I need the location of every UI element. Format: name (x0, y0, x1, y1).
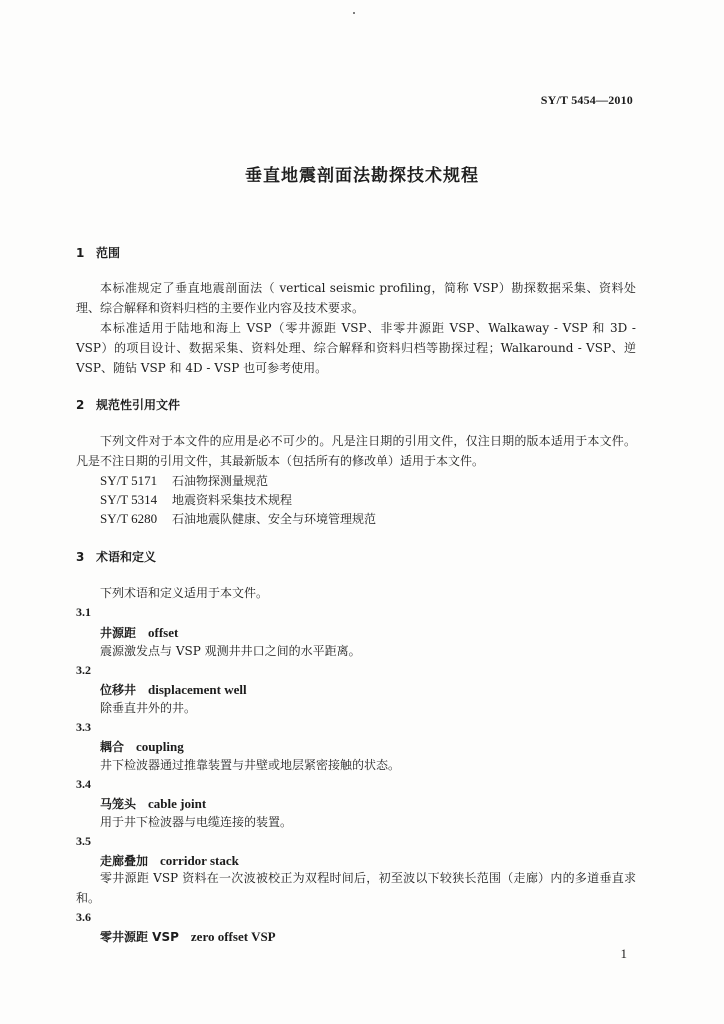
term-definition: 除垂直井外的井。 (100, 701, 197, 715)
reference-item (100, 472, 268, 490)
section-title: 范围 (96, 246, 121, 260)
section-1-paragraph-2: 本标准适用于陆地和海上 VSP（零井源距 VSP、非零井源距 VSP、Walkaway - VSP 和 3D - VSP）的项目设计、数据采集、资料处理、综合解释和资料归档等勘探过程；Walkaround - VSP、逆 VSP、随钻 VSP 和 4D - VSP 也可参考使用。 (76, 321, 636, 375)
term-name-zh: 井源距 (100, 626, 137, 640)
section-number: 2 (76, 398, 85, 412)
section-2-paragraph-1: 下列文件对于本文件的应用是必不可少的。凡是注日期的引用文件，仅注日期的版本适用于本文件。凡是不注日期的引用文件，其最新版本（包括所有的修改单）适用于本文件。 (76, 434, 636, 468)
term-name-en: zero offset VSP (190, 929, 276, 944)
standard-number: SY/T 5454—2010 (540, 93, 633, 107)
section-title: 术语和定义 (96, 550, 157, 564)
term-definition: 用于井下检波器与电缆连接的装置。 (100, 815, 293, 829)
term-number: 3.4 (76, 777, 91, 791)
section-number: 3 (76, 550, 85, 564)
reference-code: SY/T 5171 (100, 473, 158, 488)
term-name-en: coupling (136, 739, 184, 754)
term-name-zh: 耦合 (100, 740, 125, 754)
reference-item (100, 491, 292, 509)
document-title: 垂直地震剖面法勘探技术规程 (245, 166, 479, 186)
reference-name: 石油地震队健康、安全与环境管理规范 (172, 512, 377, 526)
term-name (100, 681, 247, 698)
term-number: 3.2 (76, 663, 91, 677)
term-name (100, 795, 206, 812)
reference-item (100, 510, 376, 528)
term-number: 3.3 (76, 720, 91, 734)
term-definition: 井下检波器通过推靠装置与井壁或地层紧密接触的状态。 (100, 758, 401, 772)
term-name (100, 624, 178, 641)
term-name (100, 852, 239, 869)
term-number: 3.5 (76, 834, 91, 848)
reference-name: 地震资料采集技术规程 (172, 493, 293, 507)
section-3-intro: 下列术语和定义适用于本文件。 (100, 586, 269, 600)
term-definition: 震源激发点与 VSP 观测井井口之间的水平距离。 (100, 644, 361, 658)
term-name-zh: 马笼头 (100, 797, 137, 811)
page-number: 1 (620, 946, 627, 961)
section-title: 规范性引用文件 (96, 398, 181, 412)
section-3-heading (76, 548, 156, 565)
term-name (100, 738, 184, 755)
term-name-en: offset (148, 625, 179, 640)
term-name-en: displacement well (148, 682, 247, 697)
reference-name: 石油物探测量规范 (172, 474, 269, 488)
section-number: 1 (76, 246, 85, 260)
term-name-zh: 零井源距 VSP (100, 930, 179, 944)
scan-speck (353, 12, 355, 14)
section-2-heading (76, 396, 180, 413)
term-definition: 零井源距 VSP 资料在一次波被校正为双程时间后，初至波以下较狭长范围（走廊）内的多道垂直求和。 (76, 871, 636, 905)
term-number: 3.6 (76, 910, 91, 924)
term-name-zh: 走廊叠加 (100, 854, 149, 868)
section-1-paragraph-1: 本标准规定了垂直地震剖面法（ vertical seismic profiling，简称 VSP）勘探数据采集、资料处理、综合解释和资料归档的主要作业内容及技术要求。 (76, 281, 636, 315)
term-name-zh: 位移井 (100, 683, 137, 697)
term-name-en: corridor stack (160, 853, 239, 868)
term-name-en: cable joint (148, 796, 207, 811)
section-1-heading (76, 244, 120, 261)
reference-code: SY/T 6280 (100, 511, 158, 526)
reference-code: SY/T 5314 (100, 492, 158, 507)
term-number: 3.1 (76, 605, 91, 619)
term-name (100, 928, 276, 945)
